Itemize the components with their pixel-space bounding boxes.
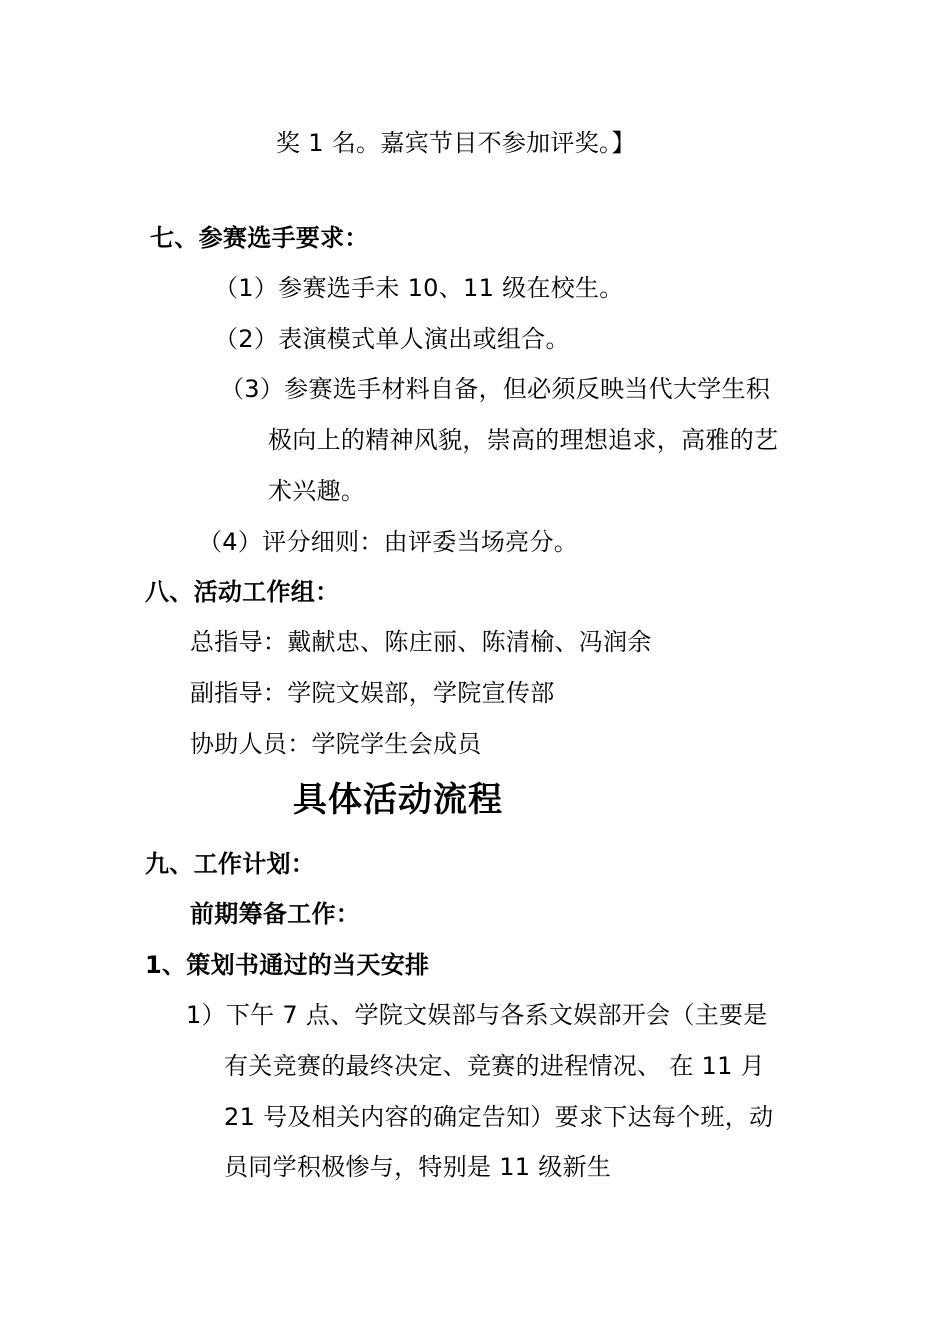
paragraph-line: 副指导：学院文娱部，学院宣传部 <box>190 679 555 707</box>
paragraph-line: 总指导：戴献忠、陈庄丽、陈清榆、冯润余 <box>190 628 652 656</box>
list-item-continuation: 21 号及相关内容的确定告知）要求下达每个班，动 <box>224 1103 774 1131</box>
step-heading: 1、策划书通过的当天安排 <box>145 951 430 979</box>
paragraph-line: 协助人员：学院学生会成员 <box>190 730 482 758</box>
subsection-heading: 前期筹备工作： <box>190 900 361 928</box>
section-heading: 九、工作计划： <box>145 850 316 878</box>
list-item-continuation: 员同学积极惨与，特别是 11 级新生 <box>224 1153 612 1181</box>
list-item: （2）表演模式单人演出或组合。 <box>214 325 570 353</box>
section-heading: 八、活动工作组： <box>145 578 340 606</box>
list-item-continuation: 术兴趣。 <box>268 477 366 505</box>
list-item-continuation: 极向上的精神风貌，崇高的理想追求，高雅的艺 <box>268 426 779 454</box>
list-item: 1）下午 7 点、学院文娱部与各系文娱部开会（主要是 <box>186 1001 768 1029</box>
list-item: （4）评分细则：由评委当场亮分。 <box>198 528 579 556</box>
section-heading: 七、参赛选手要求： <box>150 224 369 252</box>
list-item: （1）参赛选手未 10、11 级在校生。 <box>214 274 624 302</box>
list-item-continuation: 有关竞赛的最终决定、竞赛的进程情况、 在 11 月 <box>224 1052 765 1080</box>
list-item: （3）参赛选手材料自备，但必须反映当代大学生积 <box>220 375 771 403</box>
paragraph-line: 奖 1 名。嘉宾节目不参加评奖。】 <box>276 129 636 157</box>
page-title: 具体活动流程 <box>293 780 503 820</box>
